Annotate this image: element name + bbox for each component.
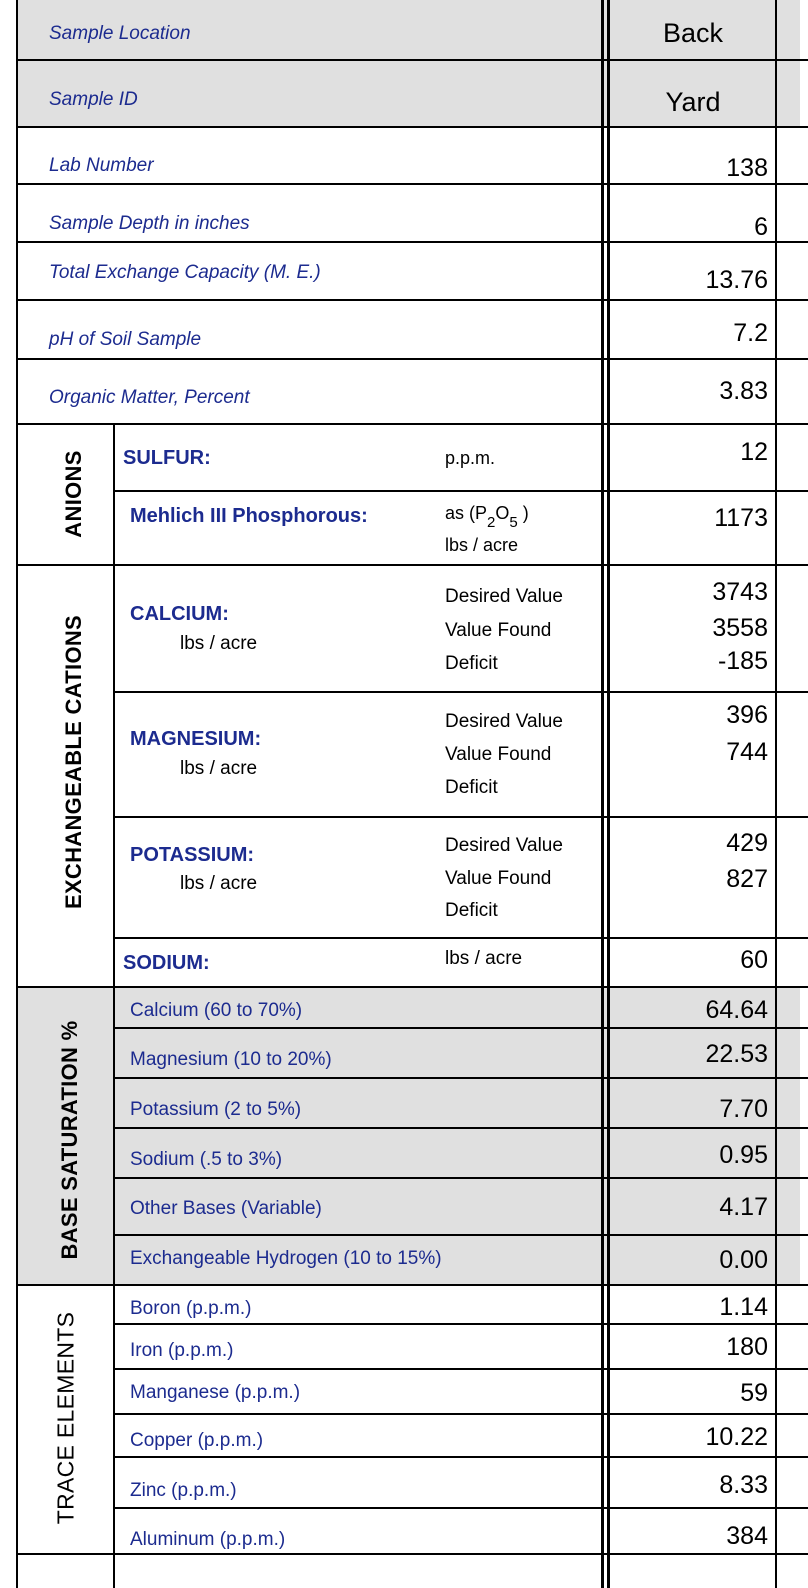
- total-exchange-capacity-label: Total Exchange Capacity (M. E.): [49, 262, 321, 283]
- sulfur-unit: p.p.m.: [445, 448, 496, 468]
- phos-unit-sub1: 2: [487, 514, 496, 531]
- phosphorous-unit: [445, 503, 529, 531]
- row-divider: [113, 1027, 808, 1029]
- row-divider: [16, 59, 808, 61]
- row-divider: [16, 1553, 808, 1555]
- trace-element-row-value: 1.14: [719, 1293, 768, 1321]
- base-saturation-row-label: Potassium (2 to 5%): [130, 1099, 302, 1120]
- base-saturation-section-label: BASE SATURATION %: [57, 1020, 82, 1260]
- organic-matter-label: Organic Matter, Percent: [49, 387, 250, 408]
- base-saturation-row-value: 0.95: [719, 1141, 768, 1169]
- row-divider: [16, 986, 808, 988]
- left-border: [16, 0, 18, 1588]
- cations-section-label: EXCHANGEABLE CATIONS: [61, 614, 86, 910]
- potassium-label: POTASSIUM:: [130, 844, 255, 866]
- sample-location-value: Back: [662, 18, 724, 48]
- calcium-found-value: 3558: [712, 614, 768, 642]
- row-divider: [113, 1177, 808, 1179]
- row-divider: [113, 816, 808, 818]
- row-divider: [113, 1456, 808, 1458]
- sodium-label: SODIUM:: [123, 952, 210, 974]
- trace-element-row-label: Manganese (p.p.m.): [130, 1382, 301, 1403]
- row-divider: [113, 1507, 808, 1509]
- sample-depth-value: 6: [754, 213, 768, 241]
- calcium-found-label: Value Found: [445, 620, 552, 641]
- base-saturation-row-label: Exchangeable Hydrogen (10 to 15%): [130, 1248, 442, 1269]
- sample-depth-label: Sample Depth in inches: [49, 213, 250, 234]
- row-divider: [113, 1323, 808, 1325]
- phos-unit-mid: O: [495, 503, 510, 523]
- trace-element-row-label: Iron (p.p.m.): [130, 1340, 234, 1361]
- row-divider: [16, 1284, 808, 1286]
- phosphorous-label: Mehlich III Phosphorous:: [130, 505, 368, 527]
- phos-unit-prefix: as (P: [445, 503, 488, 523]
- base-saturation-row-label: Magnesium (10 to 20%): [130, 1049, 332, 1070]
- total-exchange-capacity-value: 13.76: [705, 266, 768, 294]
- lab-number-label: Lab Number: [49, 155, 154, 176]
- calcium-unit: lbs / acre: [180, 633, 258, 654]
- sulfur-label: SULFUR:: [123, 447, 211, 469]
- calcium-desired-label: Desired Value: [445, 586, 563, 607]
- magnesium-label: MAGNESIUM:: [130, 728, 262, 750]
- row-divider: [16, 126, 808, 128]
- sample-id-value: Yard: [665, 87, 721, 117]
- value-col-right: [775, 0, 777, 1588]
- value-col-left-b: [607, 0, 610, 1588]
- row-divider: [16, 241, 808, 243]
- base-saturation-row-value: 7.70: [719, 1095, 768, 1123]
- lab-number-value: 138: [726, 154, 768, 182]
- row-divider: [113, 1127, 808, 1129]
- trace-element-row-label: Zinc (p.p.m.): [130, 1480, 237, 1501]
- magnesium-desired-value: 396: [726, 701, 768, 729]
- phosphorous-value: 1173: [714, 504, 768, 532]
- base-saturation-row-label: Sodium (.5 to 3%): [130, 1149, 283, 1170]
- base-saturation-shade: [17, 987, 800, 1284]
- trace-element-row-label: Aluminum (p.p.m.): [130, 1529, 286, 1550]
- row-divider: [113, 1077, 808, 1079]
- row-divider: [113, 937, 808, 939]
- phosphorous-unit-line2: lbs / acre: [445, 535, 519, 555]
- sodium-unit: lbs / acre: [445, 948, 523, 969]
- row-divider: [16, 423, 808, 425]
- trace-element-row-value: 8.33: [719, 1471, 768, 1499]
- trace-element-row-value: 10.22: [705, 1423, 768, 1451]
- trace-element-row-label: Copper (p.p.m.): [130, 1430, 264, 1451]
- magnesium-desired-label: Desired Value: [445, 711, 563, 732]
- magnesium-unit: lbs / acre: [180, 758, 258, 779]
- trace-element-row-value: 59: [740, 1379, 768, 1407]
- calcium-desired-value: 3743: [712, 578, 768, 606]
- sulfur-value: 12: [740, 438, 768, 466]
- sample-location-label: Sample Location: [49, 23, 191, 44]
- potassium-unit: lbs / acre: [180, 873, 258, 894]
- row-divider: [113, 1234, 808, 1236]
- base-saturation-row-value: 0.00: [719, 1246, 768, 1274]
- row-divider: [16, 564, 808, 566]
- calcium-deficit-label: Deficit: [445, 653, 498, 674]
- base-saturation-row-value: 4.17: [719, 1193, 768, 1221]
- trace-element-row-value: 384: [726, 1522, 768, 1550]
- row-divider: [16, 183, 808, 185]
- calcium-deficit-value: -185: [717, 647, 768, 675]
- phos-unit-sub2: 5: [509, 514, 518, 531]
- potassium-found-value: 827: [726, 865, 768, 893]
- base-saturation-row-label: Other Bases (Variable): [130, 1198, 322, 1219]
- calcium-label: CALCIUM:: [130, 603, 229, 625]
- ph-value: 7.2: [733, 319, 768, 347]
- magnesium-deficit-label: Deficit: [445, 777, 498, 798]
- row-divider: [16, 299, 808, 301]
- base-saturation-row-value: 22.53: [705, 1040, 768, 1068]
- organic-matter-value: 3.83: [719, 377, 768, 405]
- magnesium-found-value: 744: [726, 738, 768, 766]
- sample-id-label: Sample ID: [49, 89, 138, 110]
- trace-elements-section-label: TRACE ELEMENTS: [52, 1311, 79, 1525]
- phos-unit-suffix: ): [517, 503, 529, 523]
- ph-label: pH of Soil Sample: [49, 329, 202, 350]
- potassium-desired-value: 429: [726, 829, 768, 857]
- base-saturation-row-value: 64.64: [705, 996, 768, 1024]
- row-divider: [113, 1368, 808, 1370]
- row-divider: [113, 490, 808, 492]
- trace-element-row-label: Boron (p.p.m.): [130, 1298, 252, 1319]
- sodium-value: 60: [740, 946, 768, 974]
- potassium-desired-label: Desired Value: [445, 835, 563, 856]
- value-col-left-a: [601, 0, 604, 1588]
- potassium-found-label: Value Found: [445, 868, 552, 889]
- anions-section-label: ANIONS: [61, 450, 86, 538]
- row-divider: [16, 358, 808, 360]
- row-divider: [113, 691, 808, 693]
- base-saturation-row-label: Calcium (60 to 70%): [130, 1000, 303, 1021]
- magnesium-found-label: Value Found: [445, 744, 552, 765]
- row-divider: [113, 1413, 808, 1415]
- potassium-deficit-label: Deficit: [445, 900, 498, 921]
- trace-element-row-value: 180: [726, 1333, 768, 1361]
